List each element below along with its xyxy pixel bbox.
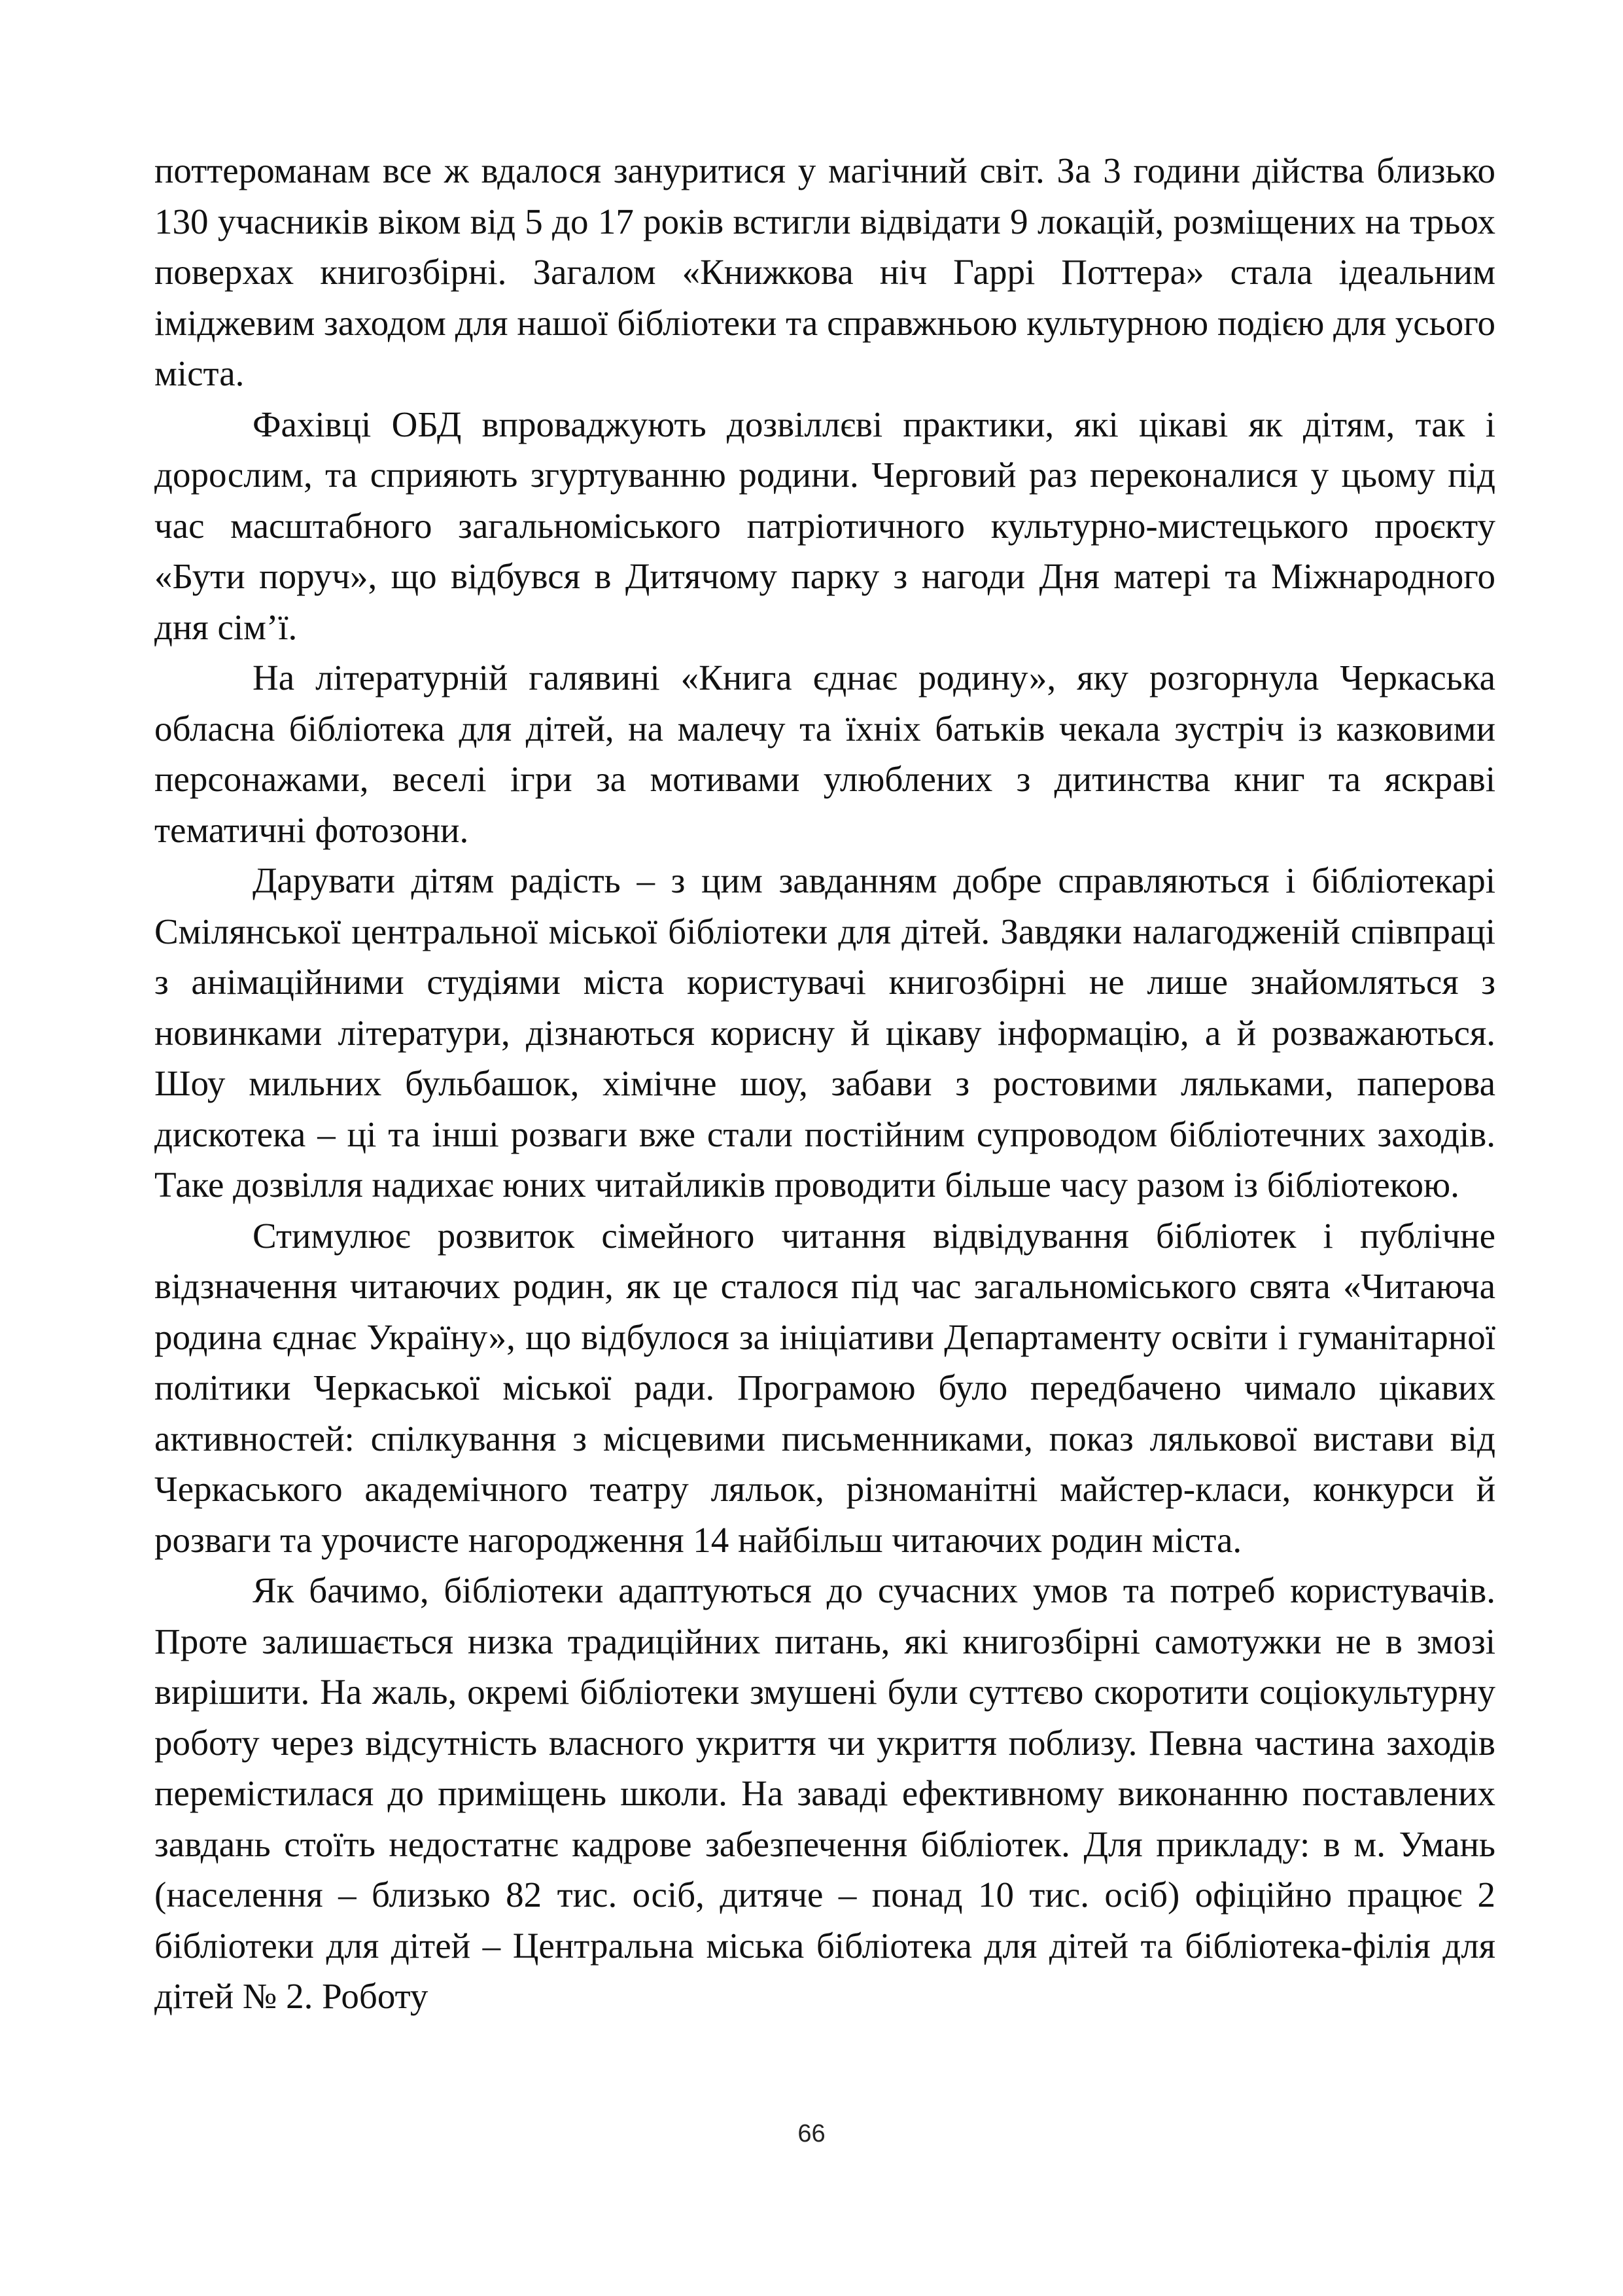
page-number: 66 xyxy=(797,2120,826,2147)
paragraph: Фахівці ОБД впроваджують дозвіллєві практики, які цікаві як дітям, так і дорослим, та сприяють згуртуванню родини. Черговий раз переконалися у цьому під час масштабного загальноміського патріотичного культурно-мистецького проєкту «Бути поруч», що відбувся в Дитячому парку з нагоди Дня матері та Міжнародного дня сім’ї. xyxy=(154,404,1495,647)
paragraph: Дарувати дітям радість – з цим завданням добре справляються і бібліотекарі Смілянської центральної міської бібліотеки для дітей. Завдяки налагодженій співпраці з анімаційними студіями міста користувачі книгозбірні не лише знайомляться з новинками літератури, дізнаються корисну й цікаву інформацію, а й розважаються. Шоу мильних бульбашок, хімічне шоу, забави з ростовими ляльками, паперова дискотека – ці та інші розваги вже стали постійним супроводом бібліотечних заходів. Таке дозвілля надихає юних читайликів проводити більше часу разом із бібліотекою. xyxy=(154,860,1495,1205)
paragraph-continuation: поттероманам все ж вдалося зануритися у магічний світ. За 3 години дійства близько 130 учасників віком від 5 до 17 років встигли відвідати 9 локацій, розміщених на трьох поверхах книгозбірні. Загалом «Книжкова ніч Гаррі Поттера» стала ідеальним іміджевим заходом для нашої бібліотеки та справжньою культурною подією для усього міста. xyxy=(154,150,1495,393)
body-text xyxy=(154,145,1495,2022)
paragraph: Як бачимо, бібліотеки адаптуються до сучасних умов та потреб користувачів. Проте залишається низка традиційних питань, які книгозбірні самотужки не в змозі вирішити. На жаль, окремі бібліотеки змушені були суттєво скоротити соціокультурну роботу через відсутність власного укриття чи укриття поблизу. Певна частина заходів перемістилася до приміщень школи. На заваді ефективному виконанню поставлених завдань стоїть недостатнє кадрове забезпечення бібліотек. Для прикладу: в м. Умань (населення – близько 82 тис. осіб, дитяче – понад 10 тис. осіб) офіційно працює 2 бібліотеки для дітей – Центральна міська бібліотека для дітей та бібліотека-філія для дітей № 2. Роботу xyxy=(154,1570,1495,2016)
paragraph: Стимулює розвиток сімейного читання відвідування бібліотек і публічне відзначення читаючих родин, як це сталося під час загальноміського свята «Читаюча родина єднає Україну», що відбулося за ініціативи Департаменту освіти і гуманітарної політики Черкаської міської ради. Програмою було передбачено чимало цікавих активностей: спілкування з місцевими письменниками, показ лялькової вистави від Черкаського академічного театру ляльок, різноманітні майстер-класи, конкурси й розваги та урочисте нагородження 14 найбільш читаючих родин міста. xyxy=(154,1215,1495,1560)
paragraph: На літературній галявині «Книга єднає родину», яку розгорнула Черкаська обласна бібліотека для дітей, на малечу та їхніх батьків чекала зустріч із казковими персонажами, веселі ігри за мотивами улюблених з дитинства книг та яскраві тематичні фотозони. xyxy=(154,658,1495,850)
